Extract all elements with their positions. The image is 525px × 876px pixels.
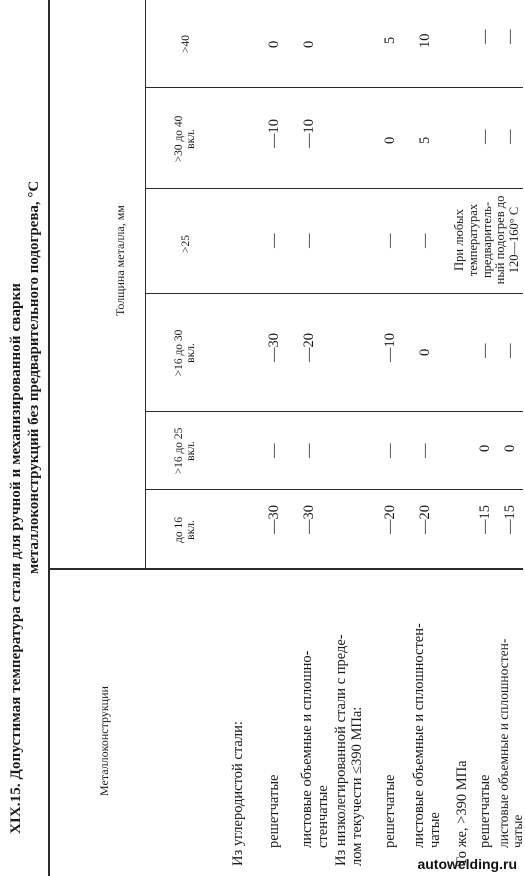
- cell-r2-c3: —: [301, 233, 317, 248]
- row-label-lattice-3: решетчатые: [477, 774, 493, 848]
- col-header-0: до 16 вкл.: [173, 517, 198, 543]
- header-structures: Металлоконструкции: [97, 686, 111, 796]
- cell-r5-c1: —: [417, 443, 433, 458]
- cell-r8-c4: —: [502, 129, 518, 144]
- cell-r1-c2: —30: [266, 333, 282, 362]
- col-header-5: >40: [180, 35, 192, 53]
- cell-r1-c5: 0: [266, 40, 282, 48]
- row-label-sheet-3-b: чатые: [510, 814, 525, 848]
- col-header-1: >16 до 25 вкл.: [173, 427, 198, 475]
- cell-r7-c4: —: [477, 129, 493, 144]
- table-title: XIX.15. Допустимая температура стали для ручной и механизированной сварки: [8, 283, 24, 834]
- row-label-lowalloy-a: Из низколегированной стали с преде-: [333, 634, 349, 866]
- cell-r8-c0: —15: [502, 505, 518, 534]
- cell-r2-c4: —10: [301, 119, 317, 148]
- col-header-3: >25: [180, 235, 192, 253]
- row-label-carbon: Из углеродистой стали:: [230, 721, 246, 866]
- col-header-2: >16 до 30 вкл.: [173, 329, 198, 377]
- row-label-sheet-1-a: листовые объемные и сплошно-: [299, 650, 315, 848]
- cell-r2-c5: 0: [301, 40, 317, 48]
- cell-r1-c1: —: [266, 443, 282, 458]
- cell-r2-c0: —30: [301, 505, 317, 534]
- cell-r4-c1: —: [382, 443, 398, 458]
- cell-r8-c1: 0: [502, 444, 518, 452]
- cell-r4-c0: —20: [382, 505, 398, 534]
- row-label-sheet-3-a: листовые объемные и сплошностен-: [496, 638, 511, 848]
- header-thickness: Толщина металла, мм: [113, 205, 127, 316]
- cell-r2-c1: —: [301, 443, 317, 458]
- row-label-above-390-main: То же, >390 МПа: [454, 760, 470, 866]
- cell-r8-c2: —: [502, 343, 518, 358]
- cell-r4-c5: 5: [382, 36, 398, 44]
- row-label-sheet-2-a: листовые объемные и сплошностен-: [411, 623, 427, 848]
- row-label-lattice-1: решетчатые: [266, 774, 282, 848]
- cell-r8-c5: —: [502, 29, 518, 44]
- cell-r7-c0: —15: [477, 505, 493, 534]
- row-label-sheet-2-b: чатые: [427, 812, 443, 848]
- cell-r4-c4: 0: [382, 136, 398, 144]
- cell-r5-c3: —: [417, 233, 433, 248]
- cell-r2-c2: —20: [301, 333, 317, 362]
- row-label-lattice-2: решетчатые: [382, 774, 398, 848]
- cell-r4-c3: —: [382, 233, 398, 248]
- cell-r7-c2: —: [477, 343, 493, 358]
- row-label-sheet-1-b: стенчатые: [315, 785, 331, 848]
- cell-r5-c4: 5: [417, 136, 433, 144]
- watermark-text: autowelding.ru: [417, 856, 517, 872]
- col-header-4: >30 до 40 вкл.: [173, 115, 198, 163]
- cell-r1-c0: —30: [266, 505, 282, 534]
- note-preheat: При любых температурах предваритель-ный подогрев до 120—160° С: [452, 195, 521, 285]
- cell-r7-c5: —: [477, 29, 493, 44]
- cell-r5-c0: —20: [417, 505, 433, 534]
- cell-r5-c5: 10: [417, 33, 433, 48]
- cell-r7-c1: 0: [477, 444, 493, 452]
- cell-r4-c2: —10: [382, 333, 398, 362]
- cell-r1-c3: —: [266, 233, 282, 248]
- table-title-line2: металлоконструкций без предварительного подогрева, °C: [26, 180, 42, 574]
- cell-r1-c4: —10: [266, 119, 282, 148]
- row-label-lowalloy-b: лом текучести ≤390 МПа:: [349, 706, 365, 866]
- cell-r5-c2: 0: [417, 348, 433, 356]
